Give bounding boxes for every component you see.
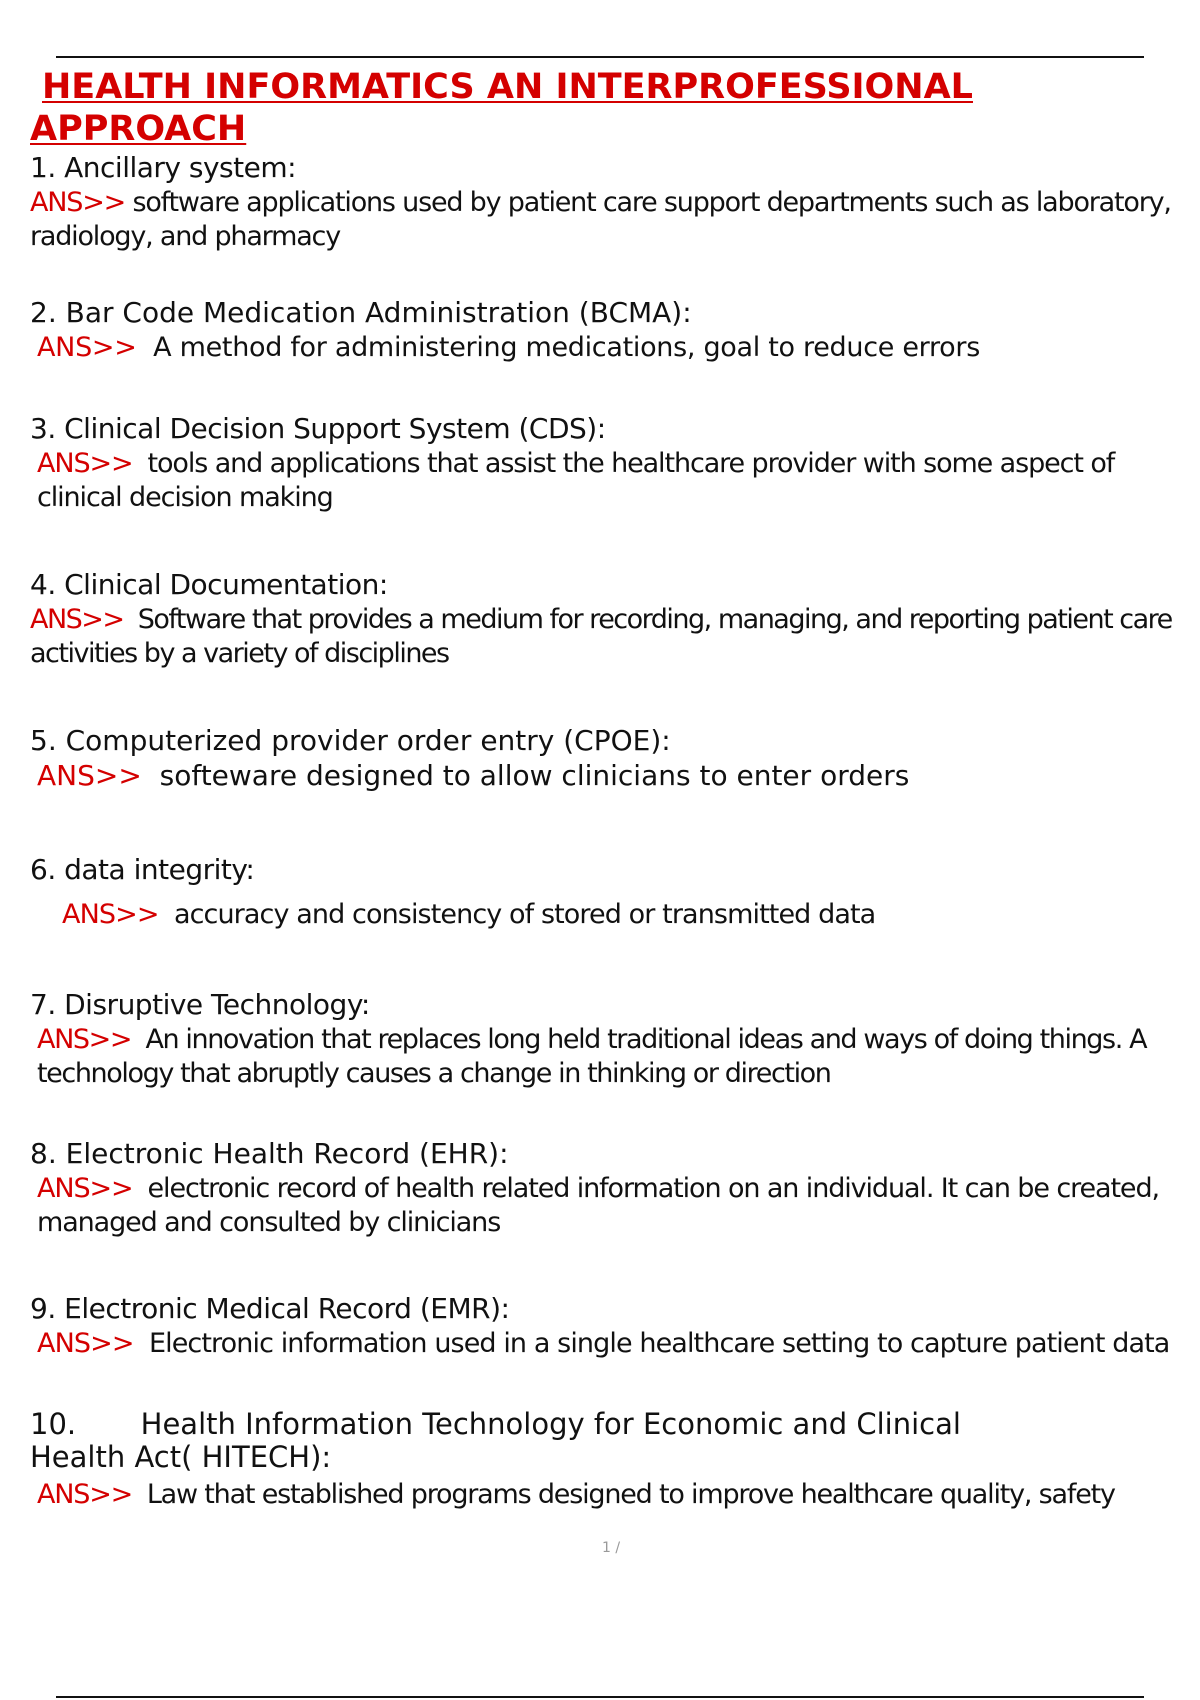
- question: 6. data integrity:: [30, 853, 255, 886]
- question: 8. Electronic Health Record (EHR):: [30, 1137, 509, 1170]
- title-line-2: APPROACH: [30, 109, 247, 149]
- answer: [30, 331, 1195, 365]
- ans-prefix: ANS>>: [30, 604, 124, 635]
- qa-item-10: [30, 1408, 1195, 1512]
- answer-text: software applications used by patient care support departments such as laboratory, radiology, and pharmacy: [30, 187, 1171, 252]
- answer-text: electronic record of health related information on an individual. It can be created, managed and consulted by clinicians: [37, 1173, 1159, 1238]
- answer-text: Law that established programs designed to improve healthcare quality, safety: [146, 1479, 1115, 1510]
- answer-text: softeware designed to allow clinicians to enter orders: [159, 759, 910, 792]
- answer: [30, 603, 1195, 671]
- term: data integrity:: [64, 853, 255, 886]
- qa-item-9: [30, 1291, 1195, 1361]
- ans-prefix: ANS>>: [37, 759, 142, 792]
- answer-text: A method for administering medications, goal to reduce errors: [153, 332, 980, 363]
- answer-text: An innovation that replaces long held traditional ideas and ways of doing things. A technology that abruptly causes a change in thinking or direction: [37, 1024, 1147, 1089]
- qa-item-2: [30, 295, 1195, 365]
- document-title: [30, 66, 1030, 150]
- question: 3. Clinical Decision Support System (CDS):: [30, 412, 606, 445]
- term: Electronic Medical Record (EMR):: [64, 1292, 510, 1325]
- question: 7. Disruptive Technology:: [30, 988, 370, 1021]
- term: Ancillary system:: [64, 151, 297, 184]
- answer-text: tools and applications that assist the healthcare provider with some aspect of clinical decision making: [37, 448, 1115, 513]
- question: 9. Electronic Medical Record (EMR):: [30, 1292, 510, 1325]
- answer: [30, 1327, 1195, 1361]
- answer: [30, 1023, 1195, 1091]
- qa-item-3: [30, 411, 1195, 515]
- answer: [30, 759, 1195, 793]
- answer-text: accuracy and consistency of stored or transmitted data: [173, 899, 876, 930]
- answer-text: Software that provides a medium for recording, managing, and reporting patient care activities by a variety of disciplines: [30, 604, 1172, 669]
- question: 5. Computerized provider order entry (CPOE):: [30, 724, 671, 757]
- answer: [30, 447, 1195, 515]
- qa-item-6: [30, 852, 1195, 932]
- ans-prefix: ANS>>: [37, 448, 133, 479]
- top-rule: [56, 56, 1144, 58]
- qa-item-1: [30, 150, 1195, 254]
- ans-prefix: ANS>>: [62, 899, 159, 930]
- page-number: 1 /: [602, 1540, 621, 1556]
- question: 10. Health Information Technology for Economic and Clinical Health Act( HITECH):: [30, 1407, 961, 1474]
- qa-item-8: [30, 1136, 1195, 1240]
- question: 1. Ancillary system:: [30, 151, 297, 184]
- qa-item-7: [30, 987, 1195, 1091]
- question: 4. Clinical Documentation:: [30, 568, 388, 601]
- qa-item-4: [30, 567, 1195, 671]
- term: Bar Code Medication Administration (BCMA):: [65, 296, 692, 329]
- term: Clinical Documentation:: [64, 568, 388, 601]
- ans-prefix: ANS>>: [37, 1024, 132, 1055]
- answer: [30, 186, 1195, 254]
- ans-prefix: ANS>>: [37, 1479, 133, 1510]
- term: Electronic Health Record (EHR):: [65, 1137, 509, 1170]
- ans-prefix: ANS>>: [37, 1173, 133, 1204]
- term: Computerized provider order entry (CPOE):: [65, 724, 671, 757]
- title-line-1: HEALTH INFORMATICS AN INTERPROFESSIONAL: [42, 67, 973, 107]
- qa-item-5: [30, 723, 1195, 793]
- ans-prefix: ANS>>: [37, 1328, 134, 1359]
- ans-prefix: ANS>>: [37, 332, 137, 363]
- ans-prefix: ANS>>: [30, 187, 126, 218]
- bottom-rule: [56, 1696, 1144, 1698]
- question: 2. Bar Code Medication Administration (BCMA):: [30, 296, 692, 329]
- term: Health Information Technology for Economic and Clinical Health Act( HITECH):: [30, 1407, 961, 1474]
- term: Clinical Decision Support System (CDS):: [64, 412, 606, 445]
- answer-text: Electronic information used in a single healthcare setting to capture patient data: [148, 1328, 1170, 1359]
- term: Disruptive Technology:: [64, 988, 370, 1021]
- answer: [30, 898, 1195, 932]
- answer: [30, 1172, 1195, 1240]
- answer: [30, 1478, 1195, 1512]
